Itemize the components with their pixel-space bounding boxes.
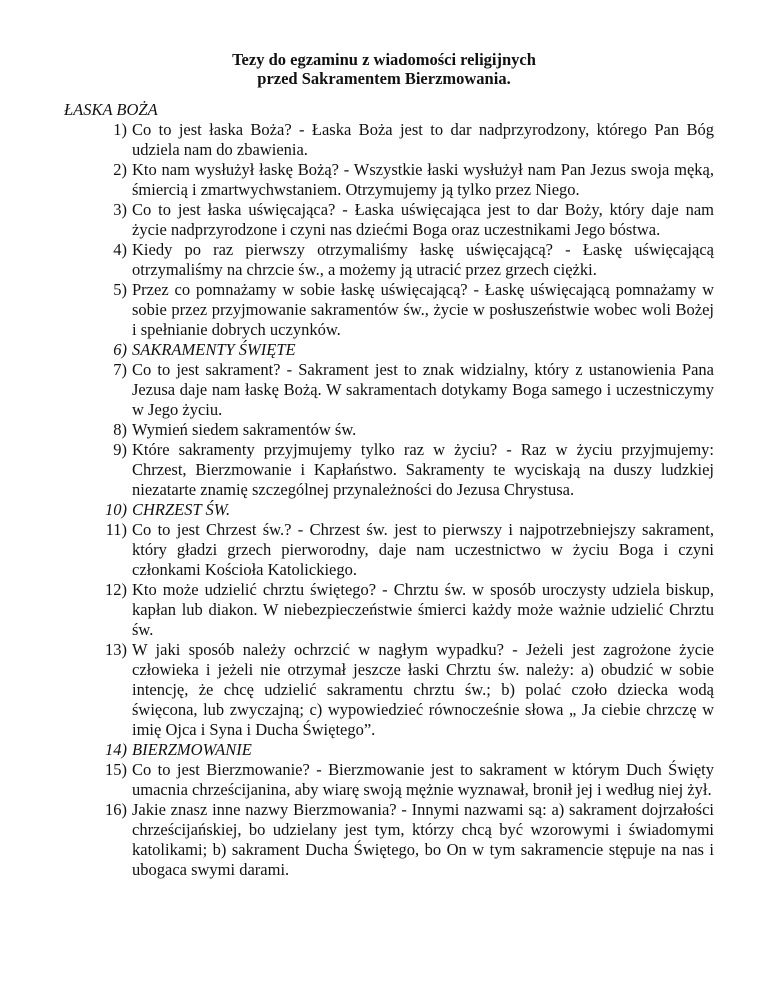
item-number: 5) xyxy=(113,280,127,299)
list-item xyxy=(64,160,714,200)
item-text: BIERZMOWANIE xyxy=(132,740,252,759)
list-item xyxy=(64,200,714,240)
list-item xyxy=(64,520,714,580)
list-item xyxy=(64,640,714,740)
list-item xyxy=(64,360,714,420)
title-line-1: Tezy do egzaminu z wiadomości religijnych xyxy=(232,50,536,69)
item-number: 6) xyxy=(113,340,127,359)
section-heading: ŁASKA BOŻA xyxy=(64,100,158,119)
list-item xyxy=(64,120,714,160)
item-text: Przez co pomnażamy w sobie łaskę uświęcającą? - Łaskę uświęcającą pomnażamy w sobie przez przyjmowanie sakramentów św., życie w posłuszeństwie wobec woli Bożej i spełnianie dobrych uczynków. xyxy=(132,280,714,339)
item-number: 10) xyxy=(105,500,127,519)
item-number: 8) xyxy=(113,420,127,439)
list-item xyxy=(64,760,714,800)
item-text: Co to jest Chrzest św.? - Chrzest św. jest to pierwszy i najpotrzebniejszy sakrament, który gładzi grzech pierworodny, daje nam uczestnictwo w życiu Boga i czyni członkami Kościoła Katolickiego. xyxy=(132,520,714,579)
item-number: 15) xyxy=(105,760,127,779)
subsection-heading xyxy=(64,340,714,360)
list-item xyxy=(64,280,714,340)
item-number: 4) xyxy=(113,240,127,259)
title-line-2: przed Sakramentem Bierzmowania. xyxy=(257,69,511,88)
item-text: Co to jest łaska uświęcająca? - Łaska uświęcająca jest to dar Boży, który daje nam życie nadprzyrodzone i czyni nas dziećmi Boga oraz uczestnikami Jego bóstwa. xyxy=(132,200,714,239)
item-text: Co to jest łaska Boża? - Łaska Boża jest to dar nadprzyrodzony, którego Pan Bóg udziela nam do zbawienia. xyxy=(132,120,714,159)
item-number: 3) xyxy=(113,200,127,219)
item-number: 2) xyxy=(113,160,127,179)
item-number: 1) xyxy=(113,120,127,139)
item-number: 16) xyxy=(105,800,127,819)
item-number: 12) xyxy=(105,580,127,599)
item-text: Co to jest Bierzmowanie? - Bierzmowanie jest to sakrament w którym Duch Święty umacnia chrześcijanina, aby wiarę swoją mężnie wyznawał, bronił jej i według niej żył. xyxy=(132,760,714,799)
item-number: 9) xyxy=(113,440,127,459)
item-text: Kiedy po raz pierwszy otrzymaliśmy łaskę uświęcającą? - Łaskę uświęcającą otrzymaliśmy na chrzcie św., a możemy ją utracić przez grzech ciężki. xyxy=(132,240,714,279)
list-item xyxy=(64,440,714,500)
item-number: 7) xyxy=(113,360,127,379)
document-title xyxy=(0,50,768,88)
item-text: Co to jest sakrament? - Sakrament jest to znak widzialny, który z ustanowienia Pana Jezusa daje nam łaskę Bożą. W sakramentach dotykamy Boga samego i uczestniczymy w Jego życiu. xyxy=(132,360,714,419)
item-text: W jaki sposób należy ochrzcić w nagłym wypadku? - Jeżeli jest zagrożone życie człowieka i jeżeli nie otrzymał jeszcze łaski Chrztu św. należy: a) obudzić w sobie intencję, że chcę udzielić sakramentu chrztu św.; b) polać czoło dziecka wodą święcona, lub zwyczajną; c) wypowiedzieć równocześnie słowa „ Ja ciebie chrzczę w imię Ojca i Syna i Ducha Świętego”. xyxy=(132,640,714,739)
item-text: Które sakramenty przyjmujemy tylko raz w życiu? - Raz w życiu przyjmujemy: Chrzest, Bierzmowanie i Kapłaństwo. Sakramenty te wyciskają na duszy ludzkiej niezatarte znamię szczególnej przynależności do Jezusa Chrystusa. xyxy=(132,440,714,499)
list-item xyxy=(64,580,714,640)
item-number: 11) xyxy=(105,520,127,539)
subsection-heading xyxy=(64,500,714,520)
list-item xyxy=(64,800,714,880)
item-text: Kto może udzielić chrztu świętego? - Chrztu św. w sposób uroczysty udziela biskup, kapłan lub diakon. W niebezpieczeństwie śmierci każdy może ważnie udzielić Chrztu św. xyxy=(132,580,714,639)
question-list xyxy=(64,120,714,880)
item-text: SAKRAMENTY ŚWIĘTE xyxy=(132,340,296,359)
item-number: 14) xyxy=(105,740,127,759)
item-text: CHRZEST ŚW. xyxy=(132,500,231,519)
subsection-heading xyxy=(64,740,714,760)
item-text: Jakie znasz inne nazwy Bierzmowania? - Innymi nazwami są: a) sakrament dojrzałości chrześcijańskiej, bo udzielany jest tym, którzy chcą być wzorowymi i świadomymi katolikami; b) sakrament Ducha Świętego, bo On w tym sakramencie stępuje na nas i ubogaca swymi darami. xyxy=(132,800,714,879)
list-item xyxy=(64,240,714,280)
item-text: Kto nam wysłużył łaskę Bożą? - Wszystkie łaski wysłużył nam Pan Jezus swoja męką, śmiercią i zmartwychwstaniem. Otrzymujemy ją tylko przez Niego. xyxy=(132,160,714,199)
list-item xyxy=(64,420,714,440)
item-number: 13) xyxy=(105,640,127,659)
item-text: Wymień siedem sakramentów św. xyxy=(132,420,357,439)
